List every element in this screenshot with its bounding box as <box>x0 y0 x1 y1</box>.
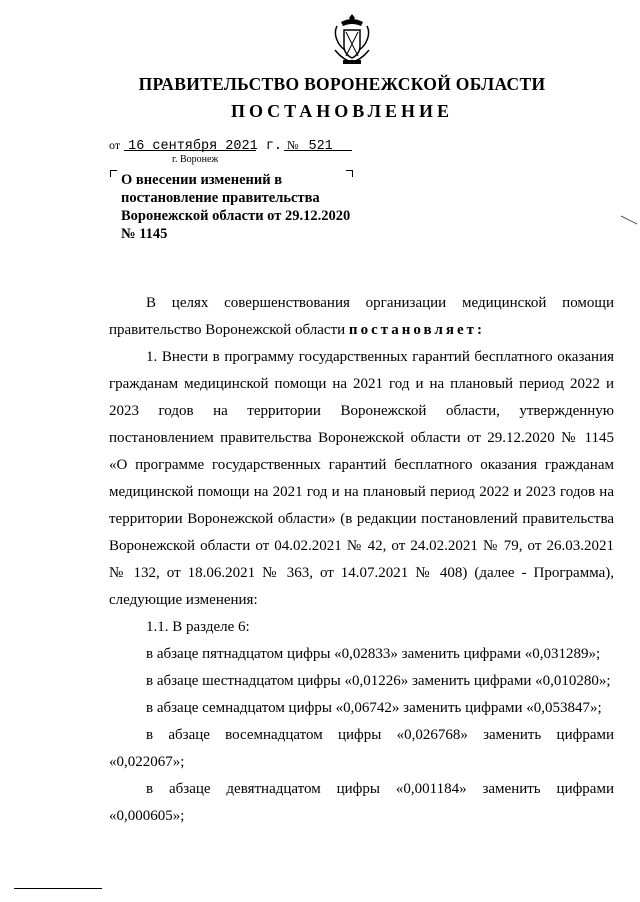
document-date: 16 сентября 2021 г. <box>128 139 283 154</box>
margin-mark <box>620 214 638 226</box>
resolves-text: постановляет: <box>348 322 485 338</box>
change-line: в абзаце семнадцатом цифры «0,06742» заменить цифрами «0,053847»; <box>146 700 602 716</box>
document-type-title: ПОСТАНОВЛЕНИЕ <box>230 101 454 121</box>
coat-of-arms-emblem <box>331 12 373 68</box>
footer-rule <box>14 888 102 889</box>
document-number: 521 <box>308 139 333 154</box>
preamble-paragraph <box>109 290 614 344</box>
number-underline <box>284 150 352 151</box>
corner-mark-left <box>110 170 117 177</box>
item-1-1-heading: 1.1. В разделе 6: <box>146 619 250 635</box>
change-line: в абзаце девятнадцатом цифры «0,001184» заменить цифрами «0,000605»; <box>109 781 614 824</box>
document-body <box>109 290 614 830</box>
document-subject: О внесении изменений в постановление правительства Воронежской области от 29.12.2020 № 1145 <box>121 172 351 242</box>
date-underline <box>124 150 256 151</box>
organization-title: ПРАВИТЕЛЬСТВО ВОРОНЕЖСКОЙ ОБЛАСТИ <box>138 74 546 94</box>
city-label: г. Воронеж <box>172 154 219 165</box>
from-label: от <box>109 138 121 152</box>
number-label: № <box>287 138 299 152</box>
date-number-row <box>109 136 333 154</box>
item-1-paragraph: 1. Внести в программу государственных гарантий бесплатного оказания гражданам медицинской помощи на 2021 год и на плановый период 2022 и 2023 годов на территории Воронежской области, утвержденную постановлением правительства Воронежской области от 29.12.2020 № 1145 «О программе государственных гарантий бесплатного оказания гражданам медицинской помощи на 2021 год и на плановый период 2022 и 2023 годов на территории Воронежской области» (в редакции постановлений правительства Воронежской области от 04.02.2021 № 42, от 24.02.2021 № 79, от 26.03.2021 № 132, от 18.06.2021 № 363, от 14.07.2021 № 408) (далее - Программа), следующие изменения: <box>109 349 614 608</box>
change-line: в абзаце пятнадцатом цифры «0,02833» заменить цифрами «0,031289»; <box>146 646 601 662</box>
preamble-text: В целях совершенствования организации медицинской помощи правительство Воронежской области <box>109 295 614 338</box>
change-line: в абзаце восемнадцатом цифры «0,026768» заменить цифрами «0,022067»; <box>109 727 614 770</box>
change-line: в абзаце шестнадцатом цифры «0,01226» заменить цифрами «0,010280»; <box>146 673 611 689</box>
